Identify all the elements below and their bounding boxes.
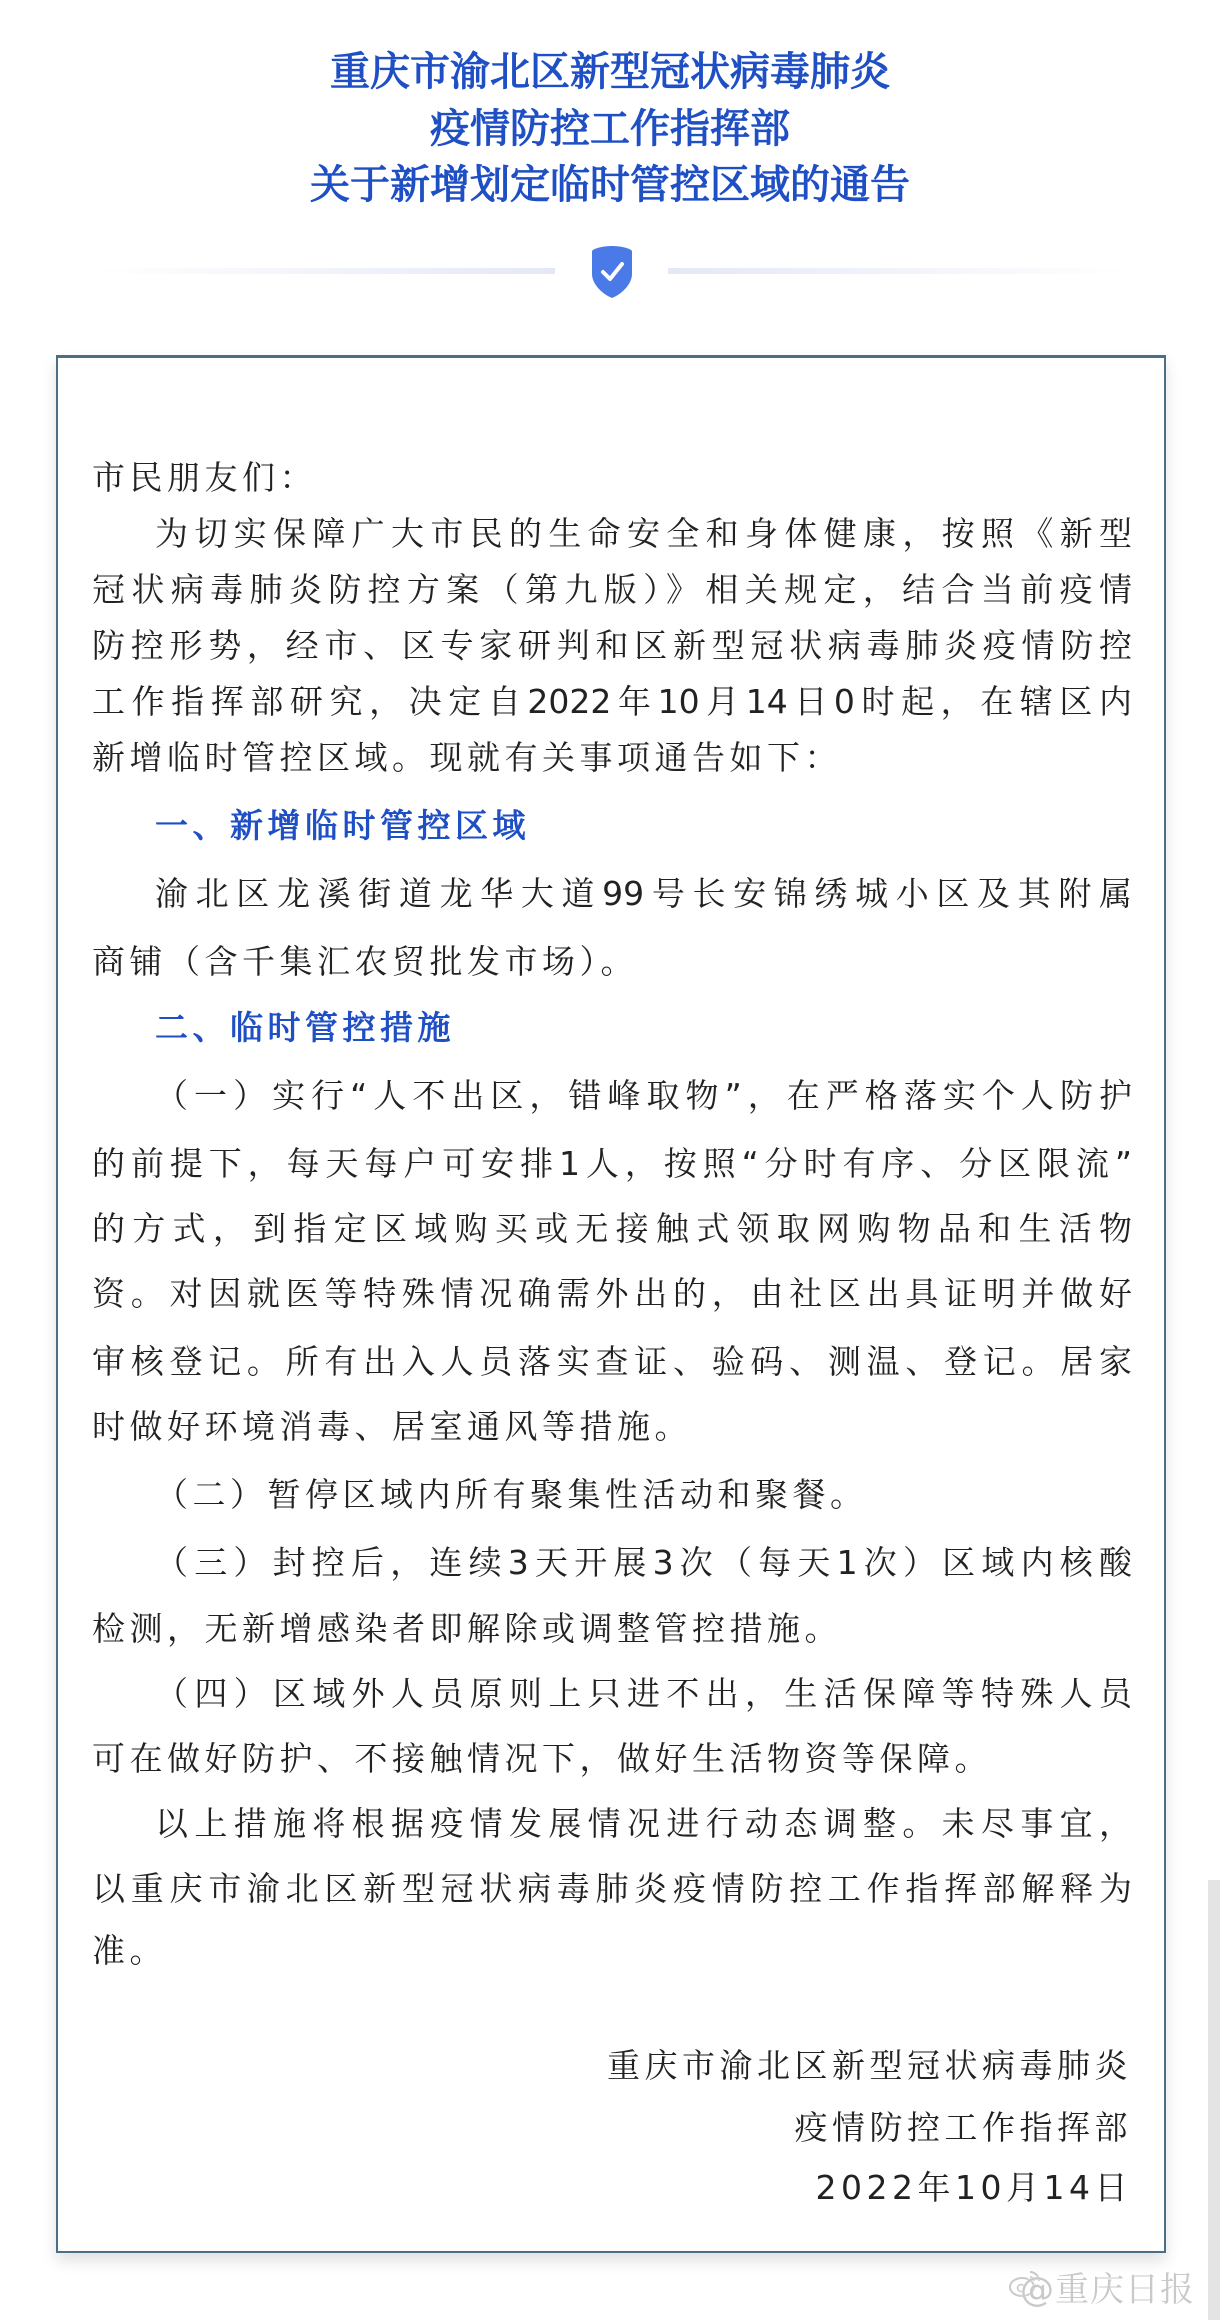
watermark: @重庆日报 — [1020, 2270, 1195, 2310]
body-line: （一）实行“人不出区，错峰取物”，在严格落实个人防护 — [155, 1076, 1132, 1115]
body-line: 冠状病毒肺炎防控方案（第九版）》相关规定，结合当前疫情 — [92, 570, 1132, 609]
body-line: 的方式，到指定区域购买或无接触式领取网购物品和生活物 — [92, 1209, 1132, 1248]
shield-check-icon — [588, 244, 636, 300]
section-heading: 一、新增临时管控区域 — [155, 806, 530, 845]
signature-line: 重庆市渝北区新型冠状病毒肺炎 — [607, 2046, 1132, 2085]
body-line: 时做好环境消毒、居室通风等措施。 — [92, 1407, 692, 1446]
body-line: 为切实保障广大市民的生命安全和身体健康，按照《新型 — [155, 514, 1132, 553]
signature-line: 疫情防控工作指挥部 — [794, 2108, 1132, 2147]
divider-right — [668, 268, 1128, 274]
body-line: 审核登记。所有出入人员落实查证、验码、测温、登记。居家 — [92, 1342, 1132, 1381]
body-line: （二）暂停区域内所有聚集性活动和聚餐。 — [155, 1475, 868, 1514]
divider-left — [95, 268, 555, 274]
body-line: 市民朋友们： — [92, 458, 317, 497]
body-line: 工作指挥部研究，决定自2022年10月14日0时起，在辖区内 — [92, 682, 1132, 721]
scrollbar[interactable] — [1208, 1880, 1220, 2320]
body-line: （三）封控后，连续3天开展3次（每天1次）区域内核酸 — [155, 1543, 1132, 1582]
body-line: 渝北区龙溪街道龙华大道99号长安锦绣城小区及其附属 — [155, 874, 1132, 913]
body-line: 检测，无新增感染者即解除或调整管控措施。 — [92, 1609, 842, 1648]
body-line: 资。对因就医等特殊情况确需外出的，由社区出具证明并做好 — [92, 1274, 1132, 1313]
body-line: 商铺（含千集汇农贸批发市场）。 — [92, 942, 638, 981]
signature-line: 2022年10月14日 — [815, 2168, 1132, 2207]
body-line: 新增临时管控区域。现就有关事项通告如下： — [92, 738, 842, 777]
body-line: 准。 — [92, 1931, 167, 1970]
body-line: 可在做好防护、不接触情况下，做好生活物资等保障。 — [92, 1739, 992, 1778]
body-line: （四）区域外人员原则上只进不出，生活保障等特殊人员 — [155, 1674, 1132, 1713]
body-line: 以重庆市渝北区新型冠状病毒肺炎疫情防控工作指挥部解释为 — [92, 1869, 1132, 1908]
body-line: 以上措施将根据疫情发展情况进行动态调整。未尽事宜， — [155, 1804, 1132, 1843]
section-heading: 二、临时管控措施 — [155, 1008, 455, 1047]
title-line-2: 疫情防控工作指挥部 — [430, 106, 790, 152]
body-line: 防控形势，经市、区专家研判和区新型冠状病毒肺炎疫情防控 — [92, 626, 1132, 665]
title-line-1: 重庆市渝北区新型冠状病毒肺炎 — [330, 49, 890, 95]
title-line-3: 关于新增划定临时管控区域的通告 — [310, 162, 910, 208]
body-line: 的前提下，每天每户可安排1人，按照“分时有序、分区限流” — [92, 1144, 1132, 1183]
